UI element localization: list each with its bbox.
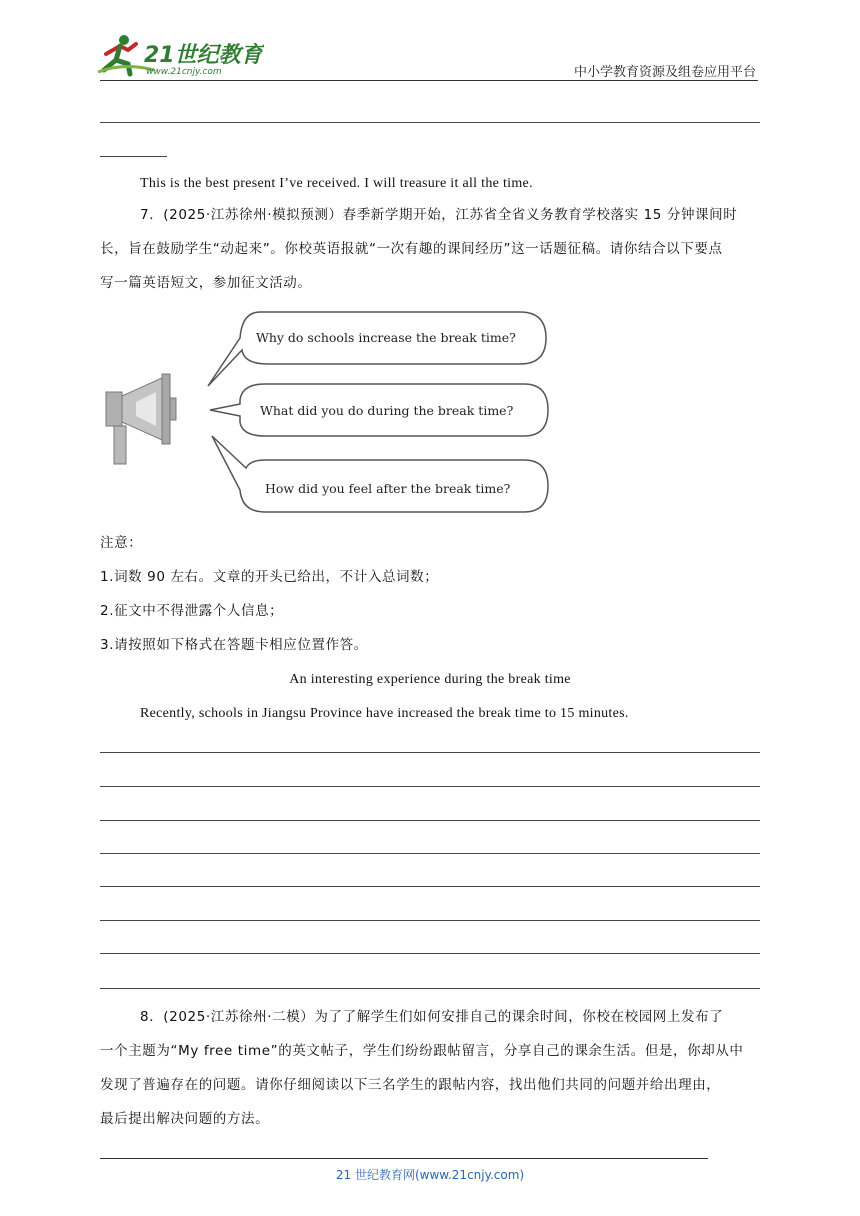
header-divider xyxy=(100,80,758,81)
site-logo xyxy=(94,32,264,78)
writing-line[interactable] xyxy=(100,820,760,821)
essay-opening: Recently, schools in Jiangsu Province have increased the break time to 15 minutes. xyxy=(140,706,629,721)
bubble-question-2: What did you do during the break time? xyxy=(260,403,514,418)
svg-text:www.21cnjy.com: www.21cnjy.com xyxy=(146,67,222,77)
q8-prompt-line1: 8．(2025·江苏徐州·二模）为了了解学生们如何安排自己的课余时间，你校在校园网上发布了 xyxy=(140,1009,724,1025)
q8-prompt-line3: 发现了普遍存在的问题。请你仔细阅读以下三名学生的跟帖内容，找出他们共同的问题并给出理由， xyxy=(100,1077,721,1093)
megaphone-illustration xyxy=(100,300,560,525)
bubble-question-3: How did you feel after the break time? xyxy=(265,481,511,496)
q8-prompt-line4: 最后提出解决问题的方法。 xyxy=(100,1111,270,1127)
answer-line-short xyxy=(100,156,167,157)
q7-prompt-line3: 写一篇英语短文，参加征文活动。 xyxy=(100,275,312,291)
bubble-question-1: Why do schools increase the break time? xyxy=(256,330,516,345)
answer-line xyxy=(100,122,760,123)
q6-answer-text: This is the best present I’ve received. I will treasure it all the time. xyxy=(140,176,533,191)
speech-bubble-3 xyxy=(212,436,548,512)
writing-line[interactable] xyxy=(100,988,760,989)
q7-prompt-line2: 长，旨在鼓励学生“动起来”。你校英语报就“一次有趣的课间经历”这一话题征稿。请你结合以下要点 xyxy=(100,241,723,257)
site-name: 中小学教育资源及组卷应用平台 xyxy=(573,65,756,80)
footer-divider xyxy=(100,1158,708,1159)
writing-line[interactable] xyxy=(100,786,760,787)
megaphone-icon xyxy=(106,374,176,464)
note-item: 2.征文中不得泄露个人信息； xyxy=(100,603,284,619)
speech-bubble-2 xyxy=(210,384,548,436)
writing-line[interactable] xyxy=(100,752,760,753)
note-title: 注意： xyxy=(100,535,143,551)
writing-line[interactable] xyxy=(100,920,760,921)
footer-link[interactable]: 21 世纪教育网(www.21cnjy.com) xyxy=(335,1168,525,1182)
note-item: 1.词数 90 左右。文章的开头已给出，不计入总词数； xyxy=(100,569,439,585)
note-item: 3.请按照如下格式在答题卡相应位置作答。 xyxy=(100,637,368,653)
writing-line[interactable] xyxy=(100,953,760,954)
writing-line[interactable] xyxy=(100,886,760,887)
svg-text:21世纪教育: 21世纪教育 xyxy=(144,43,263,68)
essay-title: An interesting experience during the break time xyxy=(289,672,571,687)
writing-line[interactable] xyxy=(100,853,760,854)
q8-prompt-line2: 一个主题为“My free time”的英文帖子，学生们纷纷跟帖留言，分享自己的课余生活。但是，你却从中 xyxy=(100,1043,744,1059)
speech-bubble-1 xyxy=(208,312,546,386)
q7-prompt-line1: 7．(2025·江苏徐州·模拟预测）春季新学期开始，江苏省全省义务教育学校落实 15 分钟课间时 xyxy=(140,207,738,223)
